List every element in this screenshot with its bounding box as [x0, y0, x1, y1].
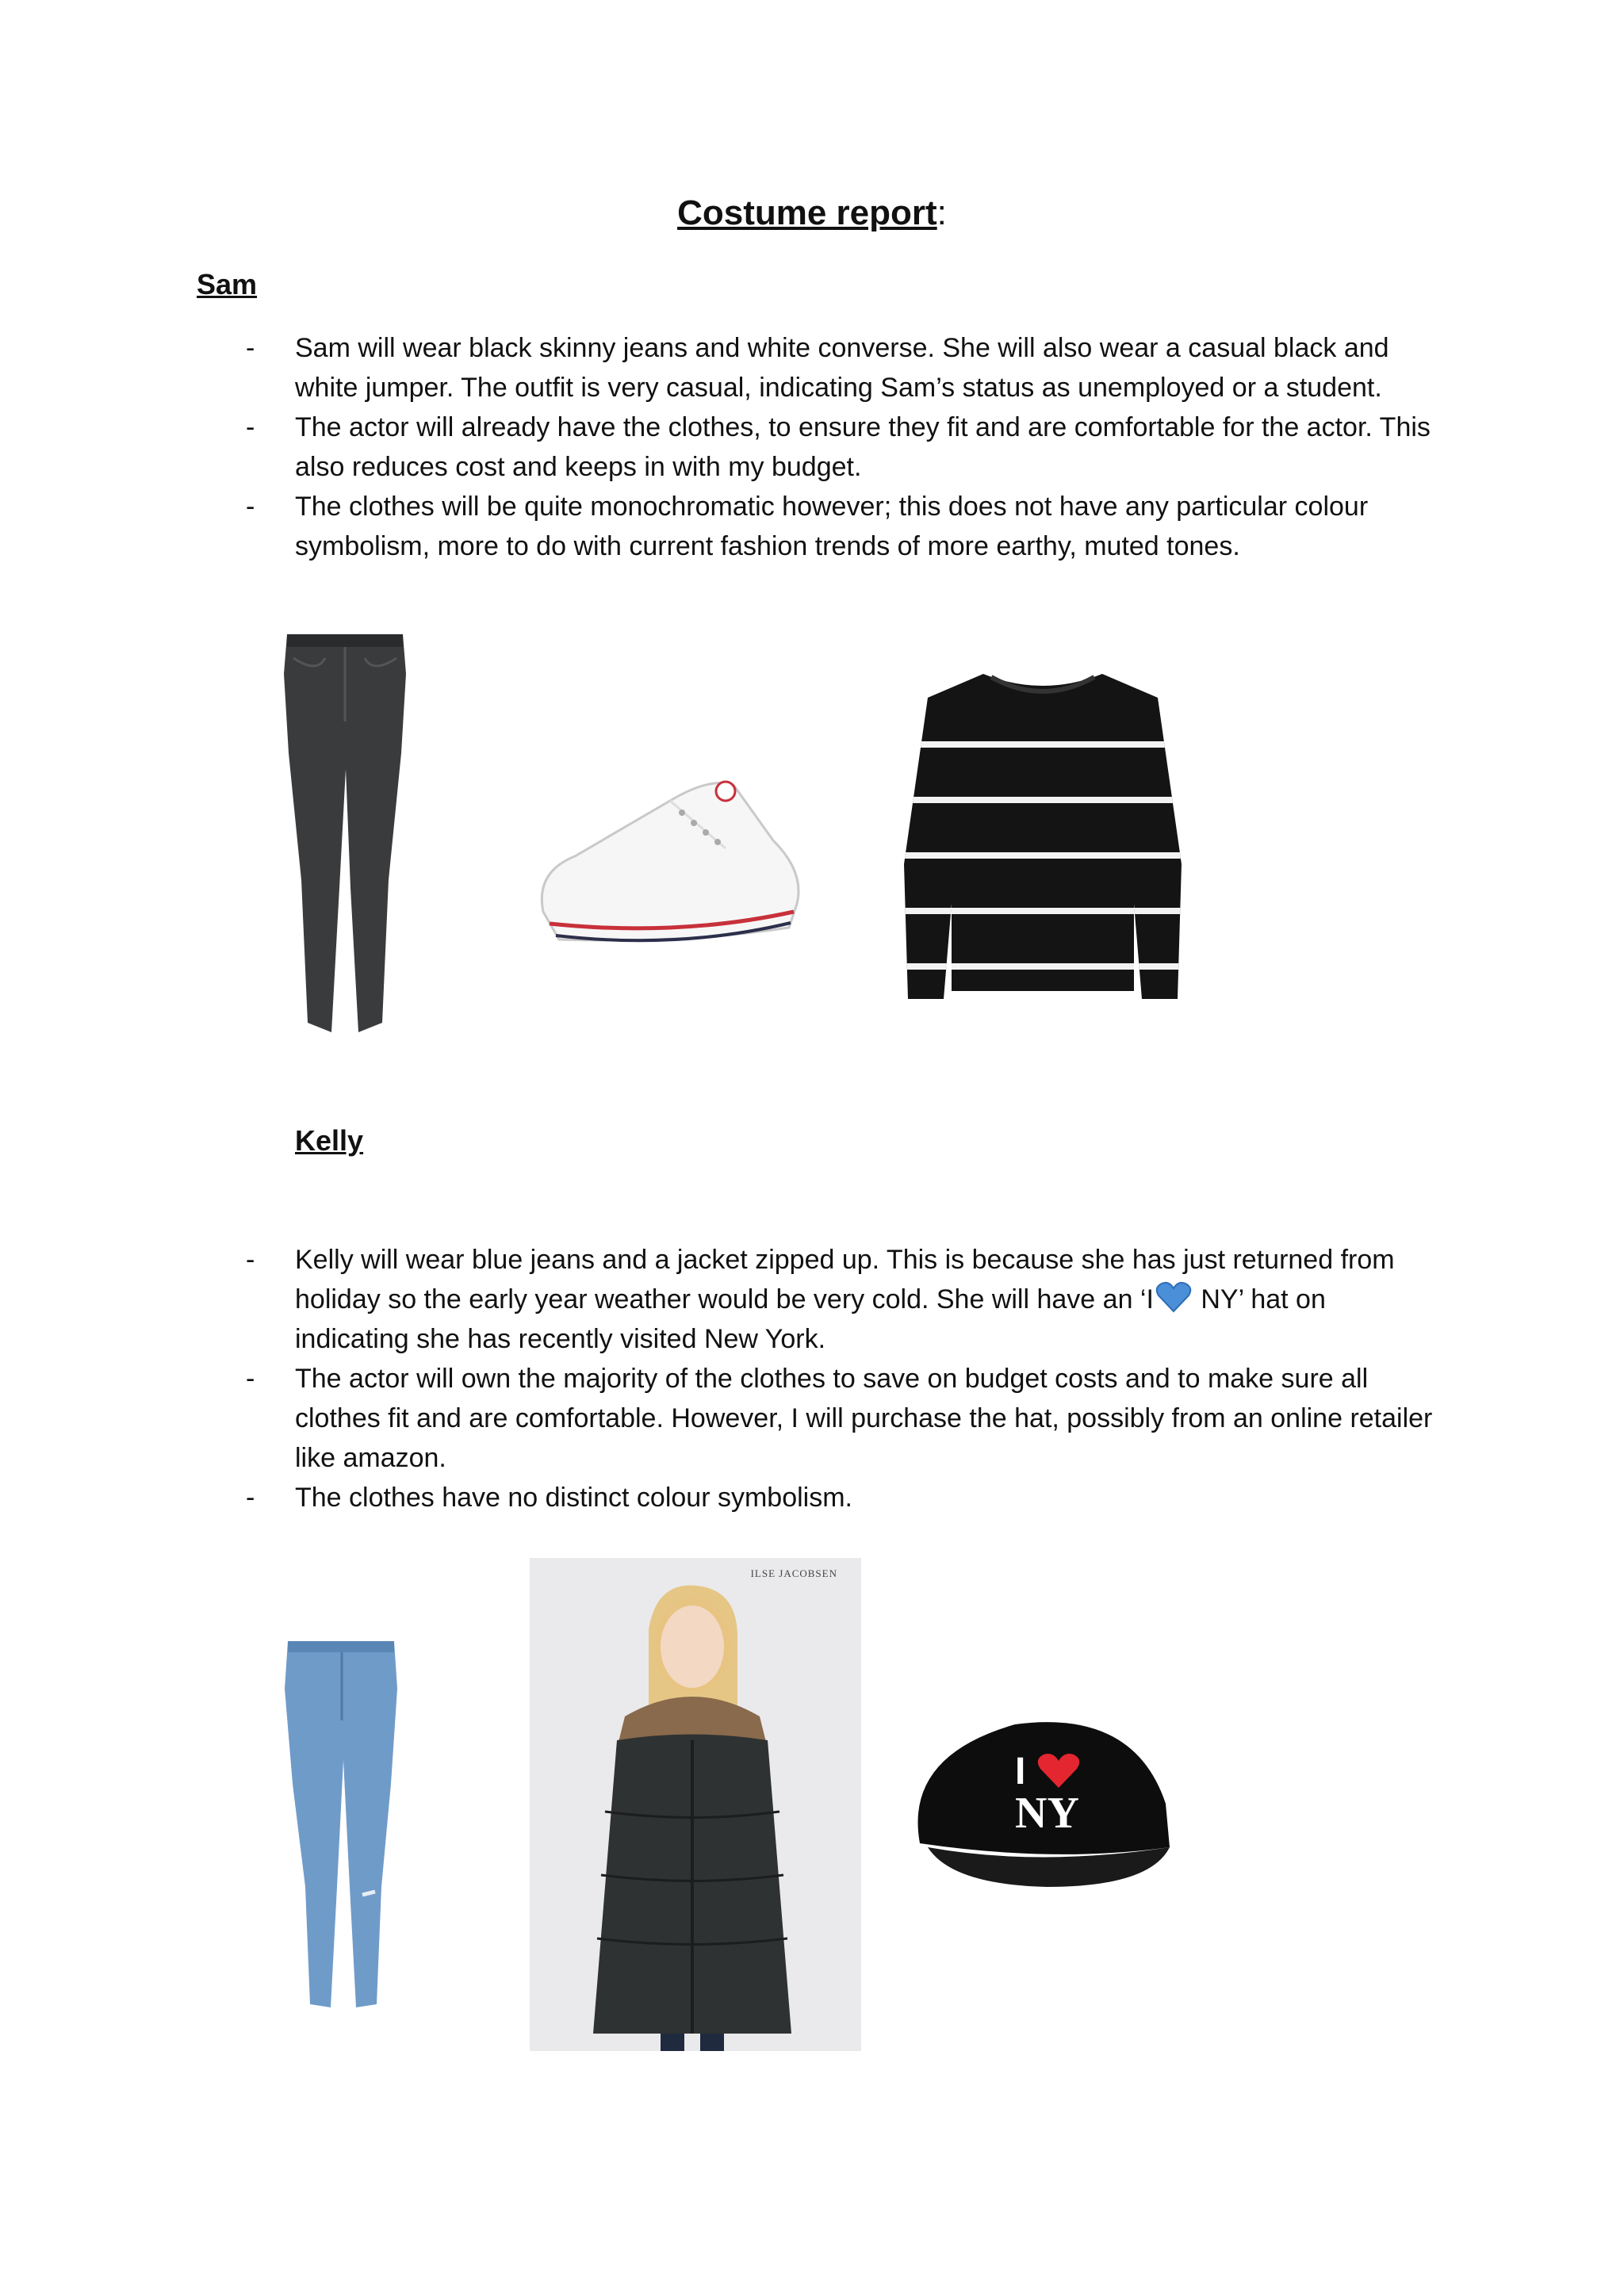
cap-i-text: I	[1015, 1751, 1026, 1793]
page-title: Costume report:	[677, 193, 947, 232]
list-item: - The actor will already have the clothes, to ensure they fit and are comfortable for the actor. This also reduces cost and keeps in with my budget.	[246, 412, 1431, 482]
blue-jeans-image	[274, 1633, 408, 2014]
striped-jumper-image	[896, 666, 1189, 1007]
white-converse-image	[527, 753, 821, 967]
list-item: - Kelly will wear blue jeans and a jacket zipped up. This is because she has just returned from holiday so the early year weather would be very cold. She will have an ‘I NY’ hat on indicating she has recently visited New York.	[246, 1245, 1395, 1354]
jacket-brand-label: ILSE JACOBSEN	[750, 1567, 837, 1579]
black-skinny-jeans-image	[270, 626, 420, 1039]
section-heading-kelly: Kelly	[295, 1124, 364, 1157]
sam-bullet-list	[246, 328, 1435, 566]
kelly-bullet-list	[246, 1240, 1435, 1517]
blue-heart-icon	[1155, 1281, 1192, 1313]
puffer-jacket-image	[530, 1558, 861, 2051]
cap-ny-text: NY	[1015, 1789, 1079, 1838]
i-love-ny-cap-image	[896, 1709, 1189, 1891]
list-item: - The actor will own the majority of the clothes to save on budget costs and to make sure all clothes fit and are comfortable. However, I will purchase the hat, possibly from an online retailer like amazon.	[246, 1364, 1433, 1473]
list-item: - Sam will wear black skinny jeans and white converse. She will also wear a casual black and white jumper. The outfit is very casual, indicating Sam’s status as unemployed or a student.	[246, 333, 1389, 403]
section-heading-sam: Sam	[197, 268, 258, 300]
list-item: - The clothes have no distinct colour symbolism.	[246, 1483, 852, 1513]
list-item: - The clothes will be quite monochromatic however; this does not have any particular colour symbolism, more to do with current fashion trends of more earthy, muted tones.	[246, 492, 1369, 561]
